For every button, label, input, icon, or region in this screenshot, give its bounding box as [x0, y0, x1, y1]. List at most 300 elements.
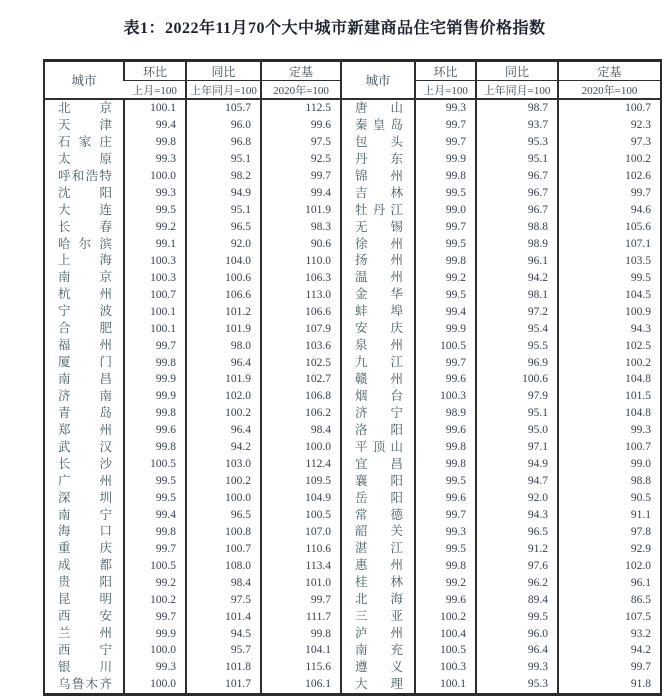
value-cell: 99.7 [558, 185, 661, 202]
value-cell: 95.7 [186, 642, 261, 659]
city-cell [341, 219, 415, 236]
city-name: 北京 [58, 101, 112, 116]
city-cell [341, 117, 415, 134]
header-row-group [44, 61, 661, 81]
value-cell: 99.8 [415, 168, 476, 185]
value-cell: 86.5 [558, 591, 661, 608]
value-cell: 98.7 [476, 99, 558, 117]
value-cell: 99.2 [415, 574, 476, 591]
value-cell: 101.7 [186, 676, 261, 694]
value-cell: 96.5 [186, 219, 261, 236]
value-cell: 101.5 [558, 388, 661, 405]
city-cell [341, 523, 415, 540]
value-cell: 99.6 [261, 117, 341, 134]
value-cell: 96.9 [476, 354, 558, 371]
value-cell: 95.3 [476, 676, 558, 694]
value-cell: 100.1 [124, 303, 186, 320]
city-name: 惠州 [355, 558, 403, 573]
city-cell [341, 439, 415, 456]
table-row [44, 405, 661, 422]
table-row [44, 219, 661, 236]
city-name: 无锡 [355, 219, 403, 234]
city-cell [341, 557, 415, 574]
city-name: 成都 [58, 558, 112, 573]
value-cell: 100.0 [186, 490, 261, 507]
value-cell: 92.3 [558, 117, 661, 134]
city-cell [341, 659, 415, 676]
city-name: 福州 [58, 338, 112, 353]
value-cell: 104.0 [186, 252, 261, 269]
city-name: 广州 [58, 473, 112, 488]
value-cell: 94.3 [558, 320, 661, 337]
value-cell: 99.6 [415, 422, 476, 439]
value-cell: 99.7 [261, 591, 341, 608]
city-cell [44, 252, 124, 269]
city-name: 沈阳 [58, 185, 112, 200]
value-cell: 102.7 [261, 371, 341, 388]
city-cell [44, 286, 124, 303]
city-name: 徐州 [355, 236, 403, 251]
city-name: 西安 [58, 609, 112, 624]
value-cell: 99.7 [415, 507, 476, 524]
city-name: 上海 [58, 253, 112, 268]
city-name: 锦州 [355, 168, 403, 183]
value-cell: 94.6 [558, 202, 661, 219]
city-name: 宜昌 [355, 456, 403, 471]
value-cell: 104.1 [261, 642, 341, 659]
value-cell: 98.4 [261, 422, 341, 439]
value-cell: 99.7 [558, 659, 661, 676]
city-cell [341, 507, 415, 524]
value-cell: 97.3 [558, 134, 661, 151]
value-cell: 103.6 [261, 337, 341, 354]
city-name: 呼和浩特 [58, 168, 112, 183]
value-cell: 106.8 [261, 388, 341, 405]
value-cell: 99.9 [124, 371, 186, 388]
city-cell [44, 117, 124, 134]
value-cell: 115.6 [261, 659, 341, 676]
value-cell: 96.1 [558, 574, 661, 591]
value-cell: 99.7 [415, 354, 476, 371]
value-cell: 90.5 [558, 490, 661, 507]
value-cell: 99.3 [415, 523, 476, 540]
value-cell: 98.9 [476, 236, 558, 253]
value-cell: 97.5 [261, 134, 341, 151]
value-cell: 100.3 [124, 269, 186, 286]
value-cell: 99.5 [415, 236, 476, 253]
value-cell: 100.6 [476, 371, 558, 388]
city-name: 太原 [58, 151, 112, 166]
city-name: 哈尔滨 [58, 236, 112, 251]
city-cell [341, 320, 415, 337]
value-cell: 110.0 [261, 252, 341, 269]
value-cell: 92.9 [558, 540, 661, 557]
table-body [44, 99, 661, 694]
value-cell: 100.0 [124, 676, 186, 694]
city-name: 重庆 [58, 541, 112, 556]
city-cell [44, 219, 124, 236]
value-cell: 99.8 [261, 625, 341, 642]
city-cell [341, 608, 415, 625]
value-cell: 96.1 [476, 252, 558, 269]
value-cell: 99.8 [415, 456, 476, 473]
value-cell: 99.7 [124, 337, 186, 354]
table-row [44, 151, 661, 168]
value-cell: 96.2 [476, 574, 558, 591]
value-cell: 107.0 [261, 523, 341, 540]
city-name: 济南 [58, 388, 112, 403]
value-cell: 96.0 [476, 625, 558, 642]
value-cell: 94.9 [186, 185, 261, 202]
table-row [44, 185, 661, 202]
value-cell: 97.8 [558, 523, 661, 540]
value-cell: 99.3 [558, 422, 661, 439]
value-cell: 102.0 [186, 388, 261, 405]
value-cell: 104.8 [558, 405, 661, 422]
city-cell [44, 269, 124, 286]
city-name: 泸州 [355, 626, 403, 641]
value-cell: 99.0 [415, 202, 476, 219]
value-cell: 94.9 [476, 456, 558, 473]
city-cell [44, 608, 124, 625]
value-cell: 92.0 [186, 236, 261, 253]
value-cell: 101.4 [186, 608, 261, 625]
header-base-left: 定基 [261, 61, 341, 81]
value-cell: 100.2 [415, 608, 476, 625]
value-cell: 99.3 [124, 185, 186, 202]
value-cell: 112.4 [261, 456, 341, 473]
value-cell: 101.9 [261, 202, 341, 219]
value-cell: 97.5 [186, 591, 261, 608]
city-name: 贵阳 [58, 575, 112, 590]
value-cell: 99.8 [415, 439, 476, 456]
header-yoy-left: 同比 [186, 61, 261, 81]
city-cell [341, 236, 415, 253]
value-cell: 99.6 [415, 490, 476, 507]
value-cell: 99.6 [415, 591, 476, 608]
value-cell: 100.2 [558, 151, 661, 168]
table-row [44, 456, 661, 473]
value-cell: 100.5 [415, 642, 476, 659]
city-name: 兰州 [58, 626, 112, 641]
value-cell: 95.4 [476, 320, 558, 337]
value-cell: 97.6 [476, 557, 558, 574]
table-row [44, 507, 661, 524]
city-name: 泉州 [355, 338, 403, 353]
table-row [44, 439, 661, 456]
city-cell [44, 507, 124, 524]
value-cell: 95.0 [476, 422, 558, 439]
value-cell: 100.4 [415, 625, 476, 642]
value-cell: 106.1 [261, 676, 341, 694]
value-cell: 91.2 [476, 540, 558, 557]
value-cell: 99.3 [415, 99, 476, 117]
value-cell: 96.5 [186, 507, 261, 524]
city-cell [44, 354, 124, 371]
header-city-right: 城市 [341, 61, 415, 100]
value-cell: 104.5 [558, 286, 661, 303]
city-cell [341, 99, 415, 117]
value-cell: 97.1 [476, 439, 558, 456]
city-cell [44, 134, 124, 151]
city-name: 西宁 [58, 643, 112, 658]
table-row [44, 168, 661, 185]
value-cell: 96.4 [186, 422, 261, 439]
page-title: 表1：2022年11月70个大中城市新建商品住宅销售价格指数 [123, 20, 546, 37]
value-cell: 93.7 [476, 117, 558, 134]
city-name: 三亚 [355, 609, 403, 624]
value-cell: 96.5 [476, 523, 558, 540]
value-cell: 99.5 [415, 473, 476, 490]
city-cell [44, 676, 124, 694]
city-cell [341, 286, 415, 303]
value-cell: 99.4 [124, 117, 186, 134]
table-row [44, 303, 661, 320]
table-row [44, 236, 661, 253]
table-row [44, 608, 661, 625]
city-name: 深圳 [58, 490, 112, 505]
city-cell [341, 151, 415, 168]
city-name: 青岛 [58, 405, 112, 420]
city-cell [44, 99, 124, 117]
value-cell: 107.1 [558, 236, 661, 253]
value-cell: 99.9 [415, 151, 476, 168]
city-cell [341, 371, 415, 388]
price-index-table [43, 59, 662, 696]
city-cell [44, 574, 124, 591]
value-cell: 112.5 [261, 99, 341, 117]
value-cell: 99.8 [415, 252, 476, 269]
city-cell [44, 625, 124, 642]
city-name: 海口 [58, 524, 112, 539]
value-cell: 97.9 [476, 388, 558, 405]
table-row [44, 286, 661, 303]
city-cell [44, 236, 124, 253]
header-mom-right: 环比 [415, 61, 476, 81]
city-name: 烟台 [355, 388, 403, 403]
city-cell [44, 405, 124, 422]
value-cell: 106.6 [261, 303, 341, 320]
city-cell [341, 337, 415, 354]
value-cell: 99.4 [415, 303, 476, 320]
value-cell: 100.5 [124, 456, 186, 473]
value-cell: 99.7 [415, 134, 476, 151]
city-cell [44, 642, 124, 659]
city-name: 常德 [355, 507, 403, 522]
table-row [44, 574, 661, 591]
city-cell [44, 202, 124, 219]
city-cell [44, 185, 124, 202]
value-cell: 99.7 [415, 219, 476, 236]
value-cell: 100.1 [415, 676, 476, 694]
value-cell: 111.7 [261, 608, 341, 625]
value-cell: 98.0 [186, 337, 261, 354]
city-cell [341, 354, 415, 371]
header-mom-left: 环比 [124, 61, 186, 81]
city-cell [44, 371, 124, 388]
value-cell: 97.2 [476, 303, 558, 320]
value-cell: 104.8 [558, 371, 661, 388]
table-row [44, 422, 661, 439]
city-name: 长春 [58, 219, 112, 234]
value-cell: 100.1 [124, 99, 186, 117]
city-cell [341, 591, 415, 608]
value-cell: 108.0 [186, 557, 261, 574]
city-cell [44, 490, 124, 507]
header-yoy-right: 同比 [476, 61, 558, 81]
value-cell: 100.2 [558, 354, 661, 371]
value-cell: 96.7 [476, 202, 558, 219]
city-name: 韶关 [355, 524, 403, 539]
city-name: 长沙 [58, 456, 112, 471]
value-cell: 99.3 [124, 659, 186, 676]
city-name: 赣州 [355, 372, 403, 387]
value-cell: 99.8 [124, 354, 186, 371]
value-cell: 100.5 [261, 507, 341, 524]
value-cell: 99.0 [558, 456, 661, 473]
value-cell: 99.7 [261, 168, 341, 185]
table-row [44, 625, 661, 642]
city-cell [44, 456, 124, 473]
value-cell: 103.5 [558, 252, 661, 269]
value-cell: 99.5 [124, 473, 186, 490]
city-cell [341, 490, 415, 507]
table-row [44, 523, 661, 540]
city-name: 武汉 [58, 439, 112, 454]
city-cell [341, 540, 415, 557]
city-name: 包头 [355, 134, 403, 149]
city-cell [44, 337, 124, 354]
city-name: 石家庄 [58, 134, 112, 149]
value-cell: 106.6 [186, 286, 261, 303]
value-cell: 99.7 [124, 608, 186, 625]
value-cell: 92.0 [476, 490, 558, 507]
subheader-mom-left: 上月=100 [132, 84, 177, 97]
value-cell: 106.3 [261, 269, 341, 286]
city-cell [44, 303, 124, 320]
city-name: 秦皇岛 [355, 117, 403, 132]
city-cell [341, 574, 415, 591]
table-row [44, 371, 661, 388]
table-row [44, 117, 661, 134]
city-name: 郑州 [58, 422, 112, 437]
city-name: 乌鲁木齐 [58, 676, 112, 691]
value-cell: 99.7 [415, 117, 476, 134]
value-cell: 107.5 [558, 608, 661, 625]
city-name: 平顶山 [355, 439, 403, 454]
table-row [44, 676, 661, 694]
value-cell: 100.8 [186, 523, 261, 540]
city-name: 岳阳 [355, 490, 403, 505]
city-cell [44, 591, 124, 608]
table-row [44, 269, 661, 286]
value-cell: 99.2 [124, 219, 186, 236]
value-cell: 101.2 [186, 303, 261, 320]
value-cell: 104.9 [261, 490, 341, 507]
city-name: 安庆 [355, 321, 403, 336]
value-cell: 100.2 [124, 591, 186, 608]
value-cell: 94.7 [476, 473, 558, 490]
value-cell: 89.4 [476, 591, 558, 608]
value-cell: 99.5 [415, 540, 476, 557]
subheader-mom-right: 上月=100 [415, 81, 476, 100]
subheader-yoy-right: 上年同月=100 [476, 81, 558, 100]
city-cell [341, 202, 415, 219]
value-cell: 94.2 [186, 439, 261, 456]
table-row [44, 134, 661, 151]
value-cell: 98.4 [186, 574, 261, 591]
value-cell: 99.5 [415, 286, 476, 303]
value-cell: 102.0 [558, 557, 661, 574]
city-name: 合肥 [58, 321, 112, 336]
city-name: 昆明 [58, 592, 112, 607]
city-cell [341, 185, 415, 202]
value-cell: 95.5 [476, 337, 558, 354]
value-cell: 91.8 [558, 676, 661, 694]
value-cell: 98.8 [476, 219, 558, 236]
value-cell: 99.4 [124, 507, 186, 524]
value-cell: 98.2 [186, 168, 261, 185]
value-cell: 99.9 [124, 388, 186, 405]
value-cell: 99.9 [415, 320, 476, 337]
city-cell [341, 134, 415, 151]
value-cell: 105.6 [558, 219, 661, 236]
city-cell [341, 642, 415, 659]
value-cell: 96.4 [186, 354, 261, 371]
city-name: 南充 [355, 643, 403, 658]
value-cell: 95.1 [476, 405, 558, 422]
value-cell: 103.0 [186, 456, 261, 473]
city-name: 南宁 [58, 507, 112, 522]
value-cell: 98.9 [415, 405, 476, 422]
city-cell [44, 422, 124, 439]
value-cell: 100.7 [558, 439, 661, 456]
city-cell [341, 422, 415, 439]
value-cell: 100.6 [186, 269, 261, 286]
value-cell: 99.8 [124, 439, 186, 456]
value-cell: 95.1 [186, 202, 261, 219]
city-cell [341, 168, 415, 185]
city-cell [341, 303, 415, 320]
city-cell [341, 269, 415, 286]
value-cell: 96.0 [186, 117, 261, 134]
table-row [44, 540, 661, 557]
city-cell [44, 320, 124, 337]
city-cell [44, 439, 124, 456]
value-cell: 100.0 [124, 168, 186, 185]
value-cell: 100.5 [124, 557, 186, 574]
city-name: 南昌 [58, 372, 112, 387]
table-row [44, 490, 661, 507]
value-cell: 100.7 [186, 540, 261, 557]
value-cell: 99.8 [124, 405, 186, 422]
value-cell: 100.0 [124, 642, 186, 659]
value-cell: 95.1 [186, 151, 261, 168]
value-cell: 100.1 [124, 320, 186, 337]
value-cell: 101.9 [186, 371, 261, 388]
city-name: 洛阳 [355, 422, 403, 437]
value-cell: 94.3 [476, 507, 558, 524]
header-city-left: 城市 [71, 74, 97, 88]
value-cell: 96.8 [186, 134, 261, 151]
city-cell [341, 625, 415, 642]
value-cell: 96.7 [476, 168, 558, 185]
city-name: 唐山 [355, 101, 403, 116]
value-cell: 99.5 [124, 490, 186, 507]
value-cell: 101.8 [186, 659, 261, 676]
value-cell: 102.6 [558, 168, 661, 185]
value-cell: 94.5 [186, 625, 261, 642]
